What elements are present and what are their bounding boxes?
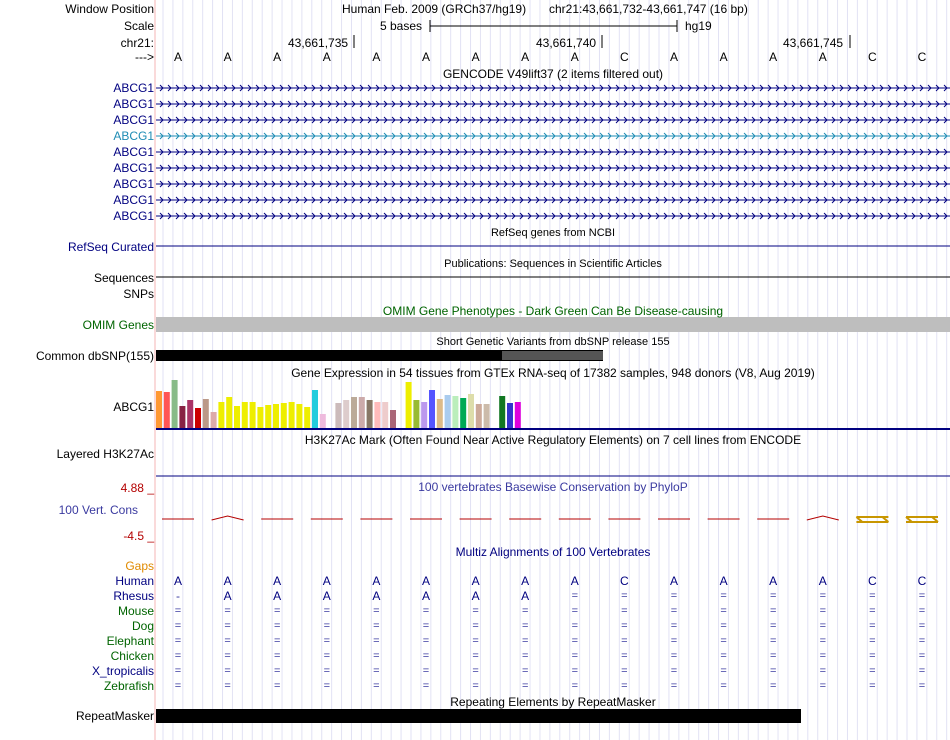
gencode-transcript-label[interactable]: ABCG1 [113, 161, 154, 175]
gtex-tissue-bar[interactable] [211, 412, 217, 428]
multiz-base: = [670, 620, 678, 632]
multiz-base: = [670, 665, 678, 677]
gtex-tissue-bar[interactable] [382, 402, 388, 428]
h3k27ac-track-label[interactable]: Layered H3K27Ac [56, 447, 154, 461]
gtex-tissue-bar[interactable] [203, 399, 209, 428]
multiz-base: = [323, 605, 331, 617]
multiz-base: = [422, 620, 430, 632]
multiz-base: A [223, 574, 232, 588]
base-letter: A [173, 50, 182, 64]
gtex-tissue-bar[interactable] [515, 402, 521, 428]
gtex-tissue-bar[interactable] [179, 406, 185, 428]
base-letter: A [421, 50, 430, 64]
gtex-tissue-bar[interactable] [367, 400, 373, 428]
gtex-tissue-bar[interactable] [406, 382, 412, 428]
multiz-base: = [373, 635, 380, 647]
multiz-base: = [422, 650, 430, 662]
multiz-base: = [769, 590, 777, 602]
multiz-base: = [224, 650, 231, 662]
multiz-base: = [472, 620, 479, 632]
multiz-base: = [819, 665, 827, 677]
gtex-tissue-bar[interactable] [359, 397, 365, 428]
snps-label[interactable]: SNPs [123, 287, 154, 301]
multiz-base: = [670, 680, 678, 692]
multiz-base: A [273, 574, 282, 588]
multiz-base: = [720, 650, 727, 662]
gtex-tissue-bar[interactable] [421, 402, 427, 428]
multiz-base: = [373, 680, 380, 692]
multiz-base: = [174, 680, 182, 692]
multiz-base: = [869, 605, 876, 617]
multiz-base: = [521, 620, 529, 632]
gtex-tissue-bar[interactable] [452, 396, 458, 428]
multiz-base: = [273, 680, 281, 692]
multiz-base: = [769, 650, 777, 662]
multiz-base: = [769, 680, 777, 692]
multiz-base: = [720, 620, 727, 632]
multiz-base: = [869, 680, 876, 692]
chrom-label: chr21: [120, 36, 154, 50]
multiz-species-label[interactable]: Dog [131, 619, 154, 633]
multiz-base: = [373, 650, 380, 662]
multiz-track-title[interactable]: Multiz Alignments of 100 Vertebrates [455, 545, 651, 559]
repeatmasker-bar[interactable] [156, 709, 801, 723]
multiz-base: = [819, 650, 827, 662]
gtex-tissue-bar[interactable] [242, 402, 248, 428]
multiz-base: = [422, 680, 430, 692]
gtex-tissue-bar[interactable] [429, 390, 435, 428]
multiz-base: = [224, 635, 231, 647]
multiz-base: A [669, 574, 678, 588]
base-letter: A [769, 50, 778, 64]
omim-track-title[interactable]: OMIM Gene Phenotypes - Dark Green Can Be Disease-causing [382, 304, 724, 318]
multiz-base: = [373, 665, 380, 677]
multiz-base: = [273, 665, 281, 677]
base-letter: A [471, 50, 480, 64]
multiz-base: = [869, 635, 876, 647]
refseq-track-label[interactable]: RefSeq Curated [67, 240, 154, 254]
multiz-base: = [621, 635, 628, 647]
multiz-base: = [571, 680, 579, 692]
scale-label: Scale [123, 19, 154, 33]
multiz-base: = [819, 620, 827, 632]
base-letter: A [719, 50, 728, 64]
multiz-base: = [521, 605, 529, 617]
gtex-tissue-bar[interactable] [296, 404, 302, 428]
gaps-label: Gaps [125, 559, 154, 573]
multiz-base: = [819, 605, 827, 617]
multiz-base: = [323, 620, 331, 632]
multiz-base: = [621, 590, 628, 602]
phylop-track-label[interactable]: 100 Vert. Cons [58, 503, 138, 517]
gtex-tissue-bar[interactable] [437, 399, 443, 428]
multiz-base: A [322, 589, 331, 603]
base-letter: C [620, 50, 629, 64]
gtex-track-title[interactable]: Gene Expression in 54 tissues from GTEx RNA-seq of 17382 samples, 948 donors (V8, Aug 2019) [291, 366, 815, 380]
gtex-tissue-bar[interactable] [484, 404, 490, 428]
dbsnp-track-title[interactable]: Short Genetic Variants from dbSNP release 155 [436, 336, 670, 348]
strand-label: ---> [135, 50, 154, 64]
phylop-score-mark [807, 516, 839, 520]
multiz-species-label[interactable]: Mouse [117, 604, 154, 618]
gtex-tissue-bar[interactable] [195, 408, 201, 428]
gtex-tissue-bar[interactable] [304, 407, 310, 428]
repeatmasker-track-title[interactable]: Repeating Elements by RepeatMasker [450, 695, 656, 709]
gencode-transcript-label[interactable]: ABCG1 [113, 97, 154, 111]
multiz-base: A [521, 574, 530, 588]
base-letter: A [570, 50, 579, 64]
phylop-max-label: 4.88 _ [120, 481, 154, 495]
multiz-base: = [720, 590, 727, 602]
multiz-base: = [571, 665, 579, 677]
scale-db: hg19 [685, 19, 712, 33]
multiz-base: = [323, 635, 331, 647]
gencode-transcript-label[interactable]: ABCG1 [113, 81, 154, 95]
multiz-base: A [471, 589, 480, 603]
omim-bar[interactable] [156, 317, 950, 332]
multiz-base: = [472, 650, 479, 662]
phylop-score-mark [906, 517, 938, 522]
multiz-base: = [918, 590, 926, 602]
gtex-tissue-bar[interactable] [156, 391, 162, 428]
gtex-tissue-bar[interactable] [468, 394, 474, 428]
multiz-base: A [570, 574, 579, 588]
gtex-tissue-bar[interactable] [507, 403, 513, 428]
base-letter: C [868, 50, 877, 64]
multiz-base: = [174, 665, 182, 677]
gtex-tissue-bar[interactable] [250, 402, 256, 428]
multiz-base: = [769, 620, 777, 632]
gtex-tissue-bar[interactable] [226, 397, 232, 428]
multiz-base: = [472, 605, 479, 617]
multiz-base: = [273, 635, 281, 647]
base-letter: A [521, 50, 530, 64]
multiz-base: = [819, 680, 827, 692]
gtex-tissue-bar[interactable] [320, 414, 326, 428]
phylop-score-mark [212, 516, 244, 520]
multiz-base: A [173, 574, 182, 588]
multiz-base: = [273, 650, 281, 662]
multiz-base: = [571, 605, 579, 617]
multiz-base: = [918, 680, 926, 692]
multiz-base: = [472, 665, 479, 677]
omim-track-label[interactable]: OMIM Genes [82, 318, 154, 332]
multiz-base: = [422, 665, 430, 677]
gtex-tissue-bar[interactable] [312, 390, 318, 428]
multiz-base: = [224, 620, 231, 632]
gencode-transcript-label[interactable]: ABCG1 [113, 145, 154, 159]
publications-track-label[interactable]: Sequences [93, 271, 154, 285]
multiz-base: = [670, 635, 678, 647]
multiz-species-label[interactable]: Elephant [106, 634, 154, 648]
gencode-transcript-label[interactable]: ABCG1 [113, 193, 154, 207]
gencode-transcript-label[interactable]: ABCG1 [113, 129, 154, 143]
multiz-base: = [918, 605, 926, 617]
gtex-tissue-bar[interactable] [273, 404, 279, 428]
multiz-base: = [869, 650, 876, 662]
multiz-species-label[interactable]: X_tropicalis [91, 664, 154, 678]
window-position-value: chr21:43,661,732-43,661,747 (16 bp) [549, 2, 748, 16]
gtex-tissue-bar[interactable] [164, 392, 170, 428]
gencode-transcript-label[interactable]: ABCG1 [113, 177, 154, 191]
gtex-tissue-bar[interactable] [476, 404, 482, 428]
multiz-base: A [471, 574, 480, 588]
gtex-tissue-bar[interactable] [460, 398, 466, 428]
multiz-species-label[interactable]: Zebrafish [103, 679, 154, 693]
multiz-base: = [918, 620, 926, 632]
gtex-tissue-bar[interactable] [257, 407, 263, 428]
multiz-base: = [918, 650, 926, 662]
multiz-base: = [621, 680, 628, 692]
dbsnp-bar-part[interactable] [502, 351, 603, 360]
multiz-base: = [571, 620, 579, 632]
gtex-tissue-bar[interactable] [335, 403, 341, 428]
multiz-base: = [769, 665, 777, 677]
phylop-min-label: -4.5 _ [123, 529, 154, 543]
multiz-species-label[interactable]: Rhesus [113, 589, 154, 603]
multiz-base: A [421, 589, 430, 603]
multiz-base: = [869, 590, 876, 602]
multiz-base: = [918, 665, 926, 677]
base-letter: A [372, 50, 381, 64]
h3k27ac-track-title[interactable]: H3K27Ac Mark (Often Found Near Active Regulatory Elements) on 7 cell lines from ENCODE [304, 433, 802, 447]
multiz-base: - [176, 589, 180, 603]
gtex-track-label[interactable]: ABCG1 [113, 400, 154, 414]
multiz-base: A [223, 589, 232, 603]
multiz-base: = [720, 680, 727, 692]
multiz-base: = [174, 650, 182, 662]
gtex-tissue-bar[interactable] [351, 397, 357, 428]
multiz-base: = [472, 680, 479, 692]
multiz-base: = [621, 605, 628, 617]
gtex-tissue-bar[interactable] [265, 405, 271, 428]
multiz-base: A [273, 589, 282, 603]
multiz-base: = [720, 635, 727, 647]
multiz-base: = [819, 635, 827, 647]
window-position-label: Window Position [65, 2, 154, 16]
gtex-tissue-bar[interactable] [289, 402, 295, 428]
multiz-base: = [273, 620, 281, 632]
multiz-base: A [769, 574, 778, 588]
gtex-tissue-bar[interactable] [413, 400, 419, 428]
multiz-base: = [571, 650, 579, 662]
multiz-base: = [224, 605, 231, 617]
gencode-transcript-label[interactable]: ABCG1 [113, 209, 154, 223]
multiz-base: = [869, 620, 876, 632]
multiz-base: = [521, 650, 529, 662]
multiz-base: = [819, 590, 827, 602]
multiz-base: = [373, 620, 380, 632]
gtex-tissue-bar[interactable] [172, 380, 178, 428]
multiz-base: A [322, 574, 331, 588]
multiz-base: = [918, 635, 926, 647]
gencode-transcript-label[interactable]: ABCG1 [113, 113, 154, 127]
multiz-base: = [720, 665, 727, 677]
multiz-base: = [670, 590, 678, 602]
phylop-track-title[interactable]: 100 vertebrates Basewise Conservation by PhyloP [418, 480, 688, 494]
multiz-base: = [373, 605, 380, 617]
multiz-base: = [273, 605, 281, 617]
gtex-tissue-bar[interactable] [374, 402, 380, 428]
scale-bar-text: 5 bases [380, 19, 423, 33]
repeatmasker-track-label[interactable]: RepeatMasker [75, 709, 154, 723]
base-letter: A [818, 50, 827, 64]
refseq-track-title[interactable]: RefSeq genes from NCBI [490, 227, 616, 239]
gtex-tissue-bar[interactable] [281, 403, 287, 428]
multiz-base: = [174, 620, 182, 632]
multiz-base: = [224, 680, 231, 692]
base-letter: A [223, 50, 232, 64]
base-letter: A [669, 50, 678, 64]
multiz-base: = [521, 665, 529, 677]
multiz-base: = [174, 635, 182, 647]
phylop-score-mark [856, 517, 888, 522]
multiz-base: C [868, 574, 877, 588]
gtex-tissue-bar[interactable] [343, 400, 349, 428]
multiz-base: = [720, 605, 727, 617]
multiz-base: C [620, 574, 629, 588]
dbsnp-track-label[interactable]: Common dbSNP(155) [35, 349, 154, 363]
gtex-tissue-bar[interactable] [234, 406, 240, 428]
multiz-base: = [670, 605, 678, 617]
base-letter: C [917, 50, 927, 64]
multiz-base: = [621, 620, 628, 632]
multiz-base: = [224, 665, 231, 677]
publications-track-title[interactable]: Publications: Sequences in Scientific Articles [444, 258, 662, 270]
multiz-base: A [372, 574, 381, 588]
multiz-base: = [621, 650, 628, 662]
gtex-tissue-bar[interactable] [218, 402, 224, 428]
gtex-tissue-bar[interactable] [499, 396, 505, 428]
coord-tick-label: 43,661,740 [536, 36, 597, 50]
base-letter: A [273, 50, 282, 64]
multiz-base: = [621, 665, 628, 677]
multiz-base: = [769, 605, 777, 617]
multiz-base: = [521, 635, 529, 647]
multiz-base: = [422, 635, 430, 647]
gtex-tissue-bar[interactable] [187, 400, 193, 428]
base-letter: A [322, 50, 331, 64]
multiz-base: A [818, 574, 827, 588]
multiz-base: A [521, 589, 530, 603]
multiz-base: = [323, 650, 331, 662]
multiz-base: A [372, 589, 381, 603]
gtex-tissue-bar[interactable] [445, 395, 451, 428]
multiz-base: = [472, 635, 479, 647]
multiz-species-label[interactable]: Chicken [110, 649, 154, 663]
multiz-base: = [422, 605, 430, 617]
coord-tick-label: 43,661,745 [783, 36, 844, 50]
multiz-base: = [571, 590, 579, 602]
coord-tick-label: 43,661,735 [288, 36, 349, 50]
gtex-tissue-bar[interactable] [390, 410, 396, 428]
multiz-species-label[interactable]: Human [115, 574, 154, 588]
multiz-base: = [869, 665, 876, 677]
assembly-name: Human Feb. 2009 (GRCh37/hg19) [342, 2, 527, 16]
multiz-base: = [174, 605, 182, 617]
multiz-base: = [521, 680, 529, 692]
multiz-base: C [917, 574, 927, 588]
multiz-base: = [571, 635, 579, 647]
multiz-base: A [719, 574, 728, 588]
multiz-base: = [670, 650, 678, 662]
multiz-base: = [769, 635, 777, 647]
multiz-base: A [421, 574, 430, 588]
multiz-base: = [323, 680, 331, 692]
gencode-track-title[interactable]: GENCODE V49lift37 (2 items filtered out) [442, 67, 664, 81]
multiz-base: = [323, 665, 331, 677]
